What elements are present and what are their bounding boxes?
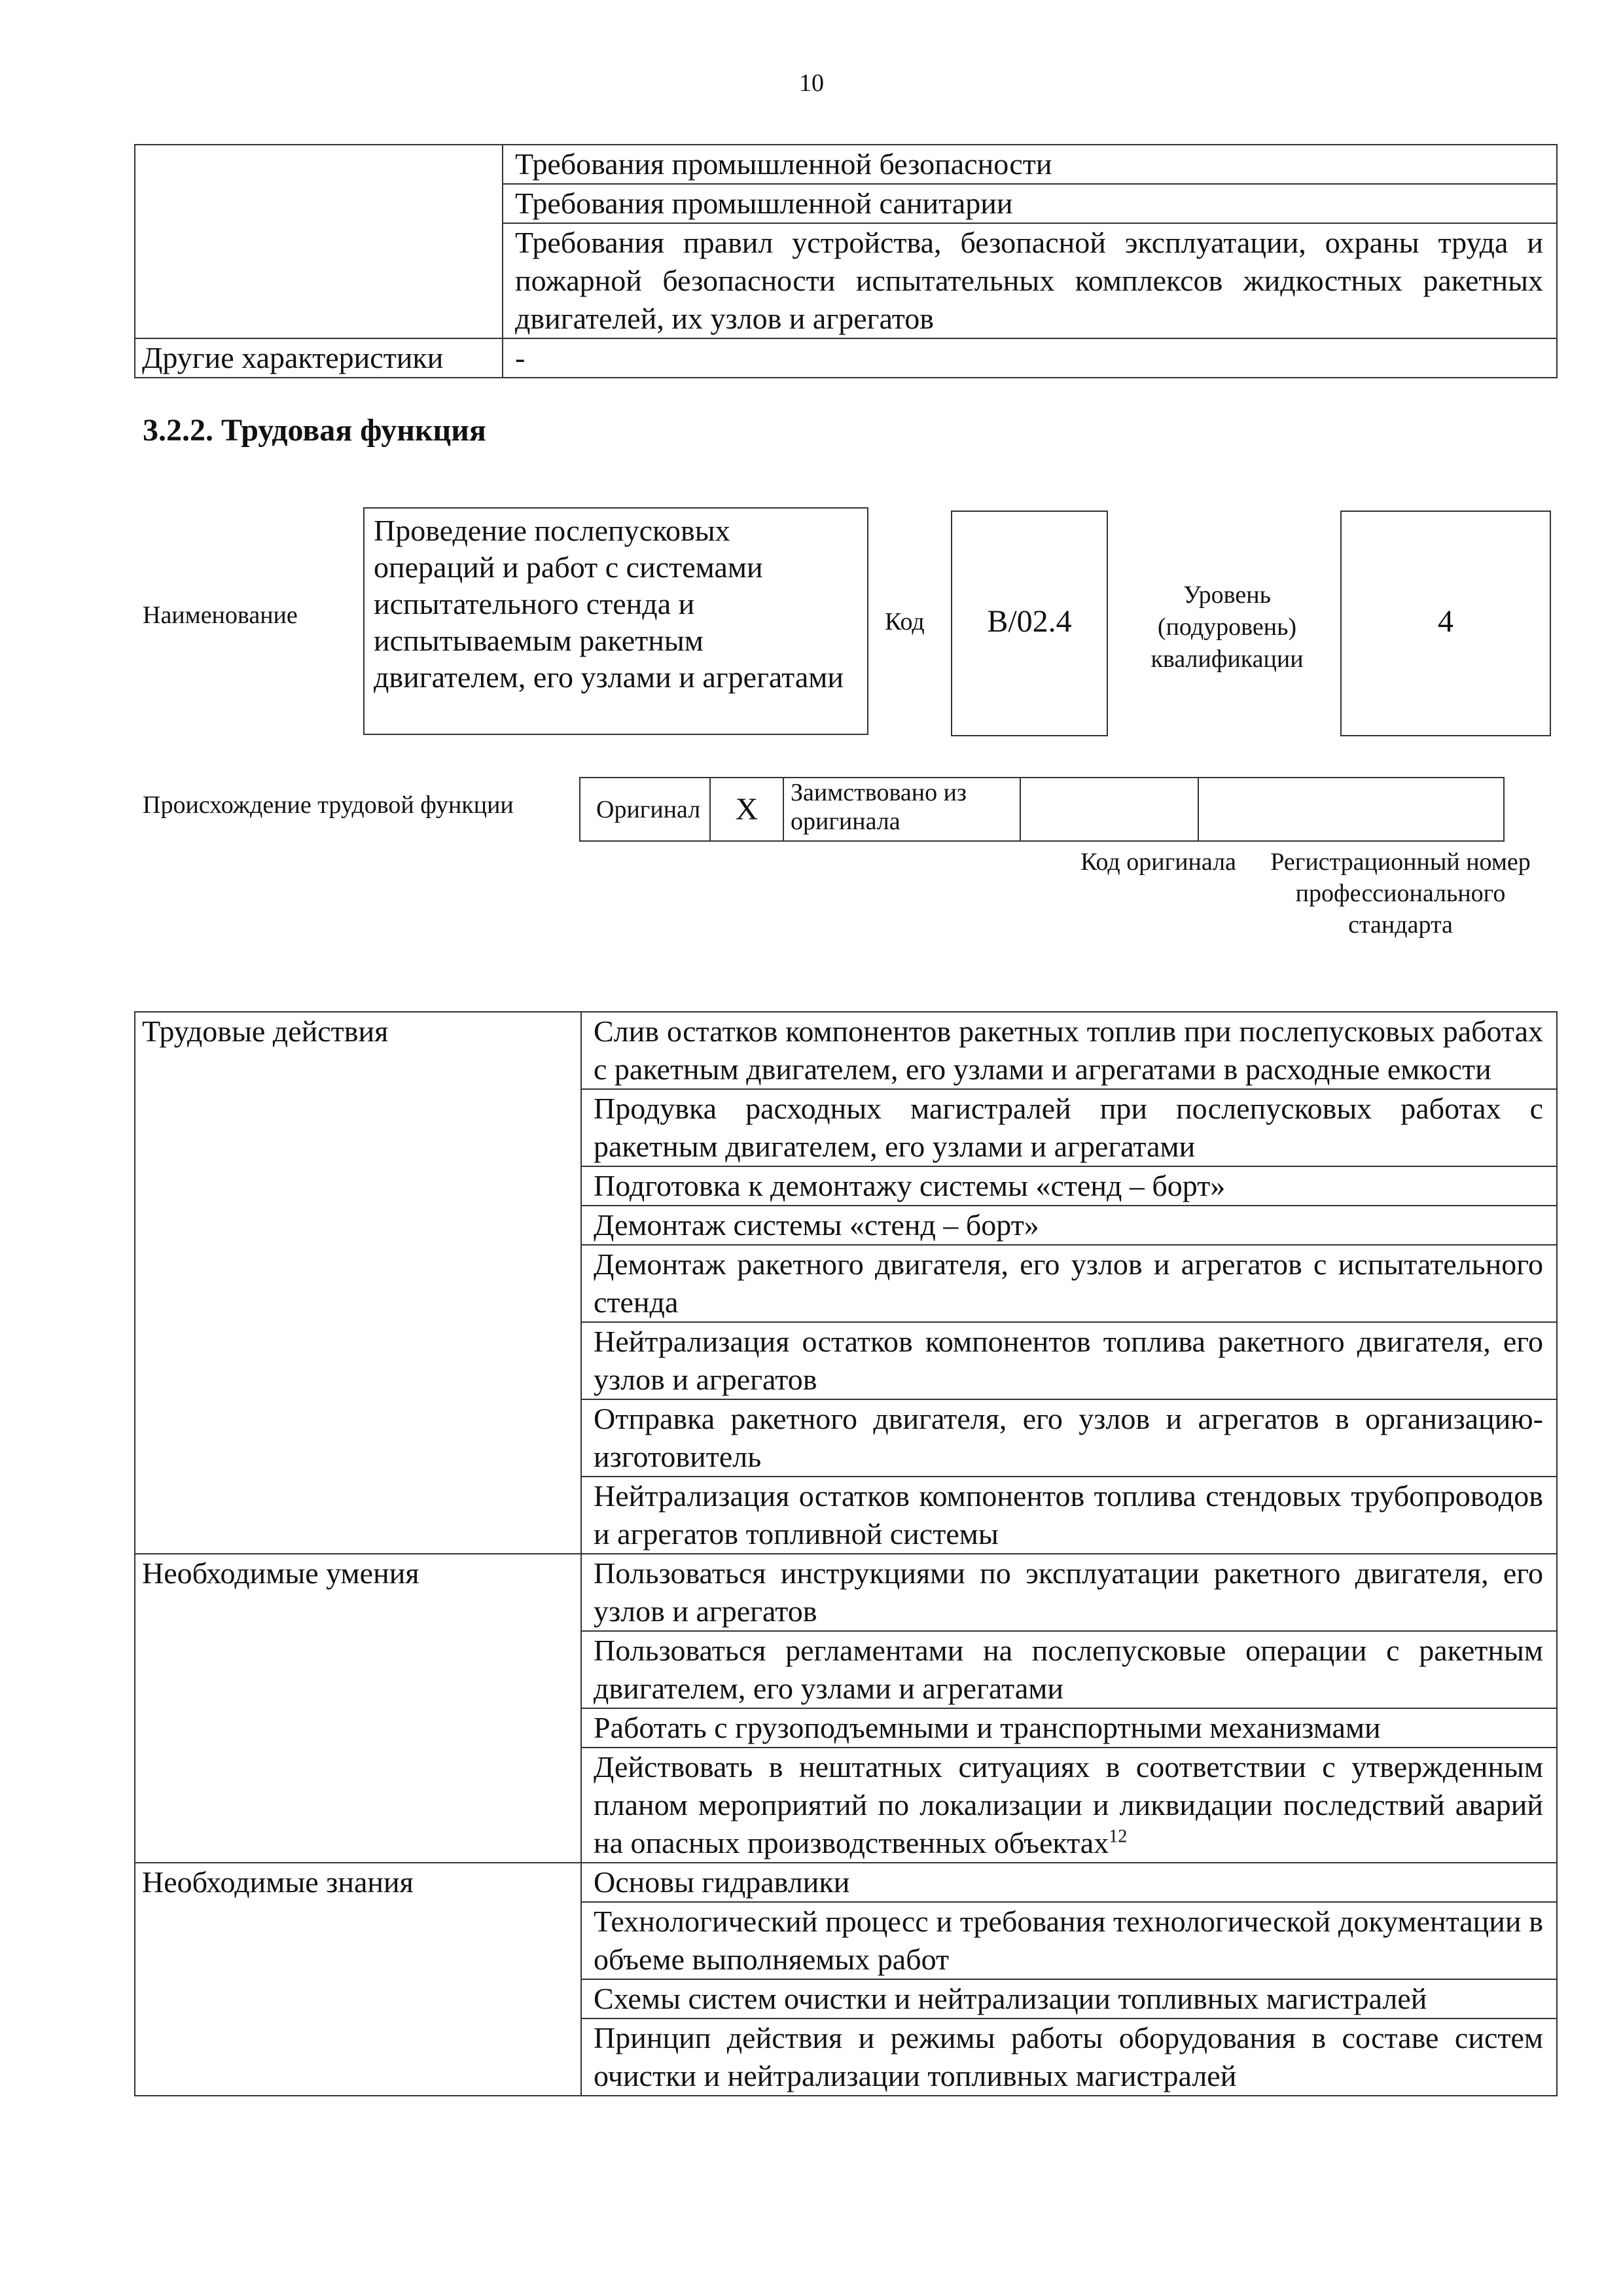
skill-item: Пользоваться регламентами на послепусковые операции с ракетным двигателем, его узлами и агрегатами [581, 1631, 1557, 1708]
action-item: Нейтрализация остатков компонентов топлива стендовых трубопроводов и агрегатов топливной системы [581, 1477, 1557, 1554]
qualification-level: 4 [1340, 511, 1551, 736]
knowledge-item: Принцип действия и режимы работы оборудования в составе систем очистки и нейтрализации топливных магистралей [581, 2018, 1557, 2096]
requirement-item: Требования промышленной безопасности [503, 145, 1557, 184]
function-code: B/02.4 [951, 511, 1108, 736]
original-mark: X [710, 778, 783, 841]
registration-number-caption: Регистрационный номер профессионального стандарта [1270, 848, 1531, 939]
qualification-level-label: Уровень (подуровень) квалификации [1150, 581, 1304, 673]
empty-label-cell [135, 145, 503, 338]
original-code-caption: Код оригинала [1080, 848, 1236, 876]
requirement-item: Требования правил устройства, безопасной эксплуатации, охраны труда и пожарной безопасности испытательных комплексов жидкостных ракетных двигателей, их узлов и агрегатов [503, 223, 1557, 338]
action-item: Слив остатков компонентов ракетных топлив при послепусковых работах с ракетным двигателем, его узлами и агрегатами в расходные емкости [581, 1012, 1557, 1089]
original-label: Оригинал [580, 778, 710, 841]
knowledge-item: Технологический процесс и требования технологической документации в объеме выполняемых работ [581, 1902, 1557, 1979]
skill-item: Работать с грузоподъемными и транспортными механизмами [581, 1708, 1557, 1748]
action-item: Демонтаж системы «стенд – борт» [581, 1206, 1557, 1245]
actions-label: Трудовые действия [135, 1012, 581, 1554]
skill-item: Пользоваться инструкциями по эксплуатации ракетного двигателя, его узлов и агрегатов [581, 1554, 1557, 1631]
original-code-cell [1020, 778, 1198, 841]
section-heading: 3.2.2. Трудовая функция [143, 413, 486, 448]
skill-item [581, 1748, 1557, 1863]
name-label: Наименование [143, 601, 298, 629]
borrowed-label: Заимствовано из оригинала [783, 778, 1020, 841]
knowledge-label: Необходимые знания [135, 1863, 581, 2096]
registration-number-cell [1198, 778, 1504, 841]
action-item: Нейтрализация остатков компонентов топлива ракетного двигателя, его узлов и агрегатов [581, 1322, 1557, 1399]
skills-label: Необходимые умения [135, 1554, 581, 1863]
other-characteristics-label: Другие характеристики [135, 338, 503, 378]
knowledge-item: Схемы систем очистки и нейтрализации топливных магистралей [581, 1979, 1557, 2018]
skill-item-text: Действовать в нештатных ситуациях в соответствии с утвержденным планом мероприятий по локализации и ликвидации последствий аварий на опасных производственных объектах [594, 1750, 1543, 1859]
function-name: Проведение послепусковых операций и работ с системами испытательного стенда и испытываемым ракетным двигателем, его узлами и агрегатами [363, 507, 868, 735]
action-item: Отправка ракетного двигателя, его узлов и агрегатов в организацию-изготовитель [581, 1399, 1557, 1477]
other-characteristics-value: - [503, 338, 1557, 378]
requirement-item: Требования промышленной санитарии [503, 184, 1557, 223]
origin-table [579, 777, 1505, 842]
origin-label: Происхождение трудовой функции [143, 791, 514, 819]
requirements-table [134, 144, 1558, 378]
action-item: Демонтаж ракетного двигателя, его узлов и агрегатов с испытательного стенда [581, 1245, 1557, 1322]
page-number: 10 [799, 69, 824, 97]
action-item: Продувка расходных магистралей при послепусковых работах с ракетным двигателем, его узлами и агрегатами [581, 1089, 1557, 1166]
footnote-ref: 12 [1109, 1826, 1128, 1847]
function-details-table [134, 1011, 1558, 2096]
code-label: Код [885, 608, 925, 636]
knowledge-item: Основы гидравлики [581, 1863, 1557, 1902]
action-item: Подготовка к демонтажу системы «стенд – борт» [581, 1166, 1557, 1206]
